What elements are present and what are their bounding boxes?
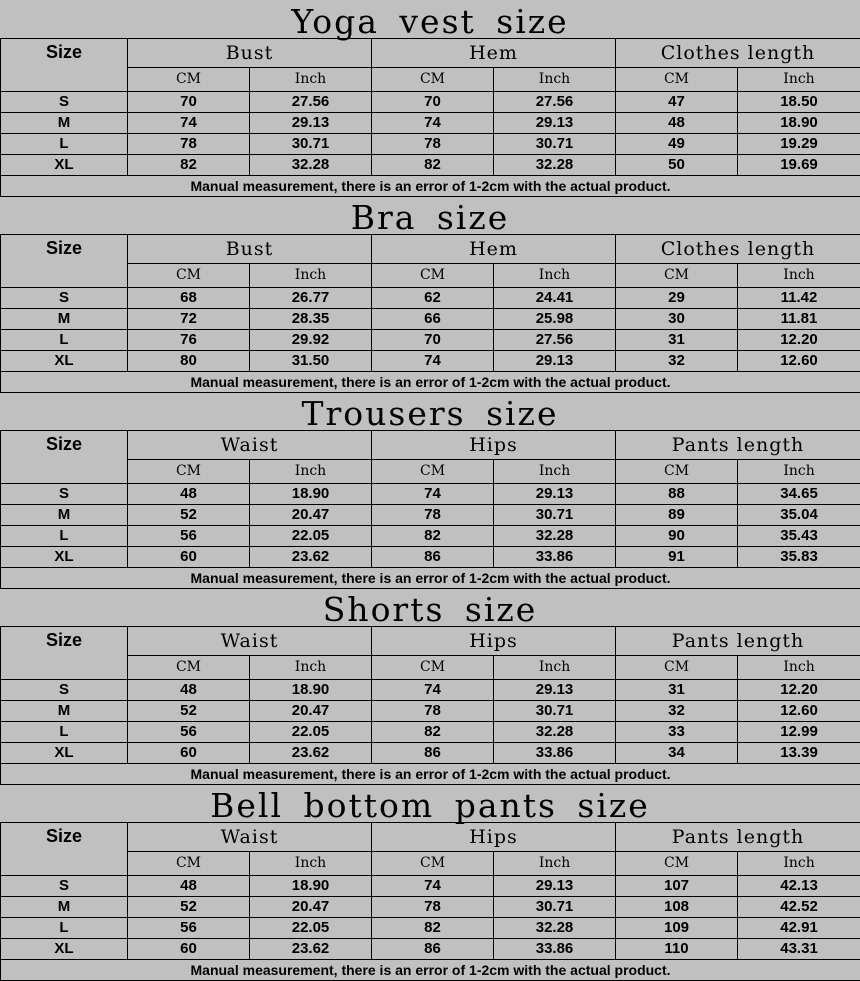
- size-section: [0, 784, 860, 980]
- measurement-cell: 11.81: [738, 309, 860, 330]
- measure-group-header: Clothes length: [616, 39, 860, 68]
- size-label: M: [1, 309, 128, 330]
- group-header-row: [1, 823, 860, 852]
- table-row: [1, 484, 860, 505]
- section-title: Bra size: [350, 198, 510, 237]
- size-column-header: Size: [1, 431, 128, 484]
- measurement-cell: 82: [372, 526, 494, 547]
- measurement-cell: 70: [372, 92, 494, 113]
- measurement-cell: 49: [616, 134, 738, 155]
- measurement-cell: 18.90: [250, 876, 372, 897]
- measurement-cell: 22.05: [250, 722, 372, 743]
- table-row: [1, 897, 860, 918]
- measurement-cell: 31: [616, 330, 738, 351]
- measurement-cell: 30.71: [494, 505, 616, 526]
- size-label: S: [1, 876, 128, 897]
- unit-header: Inch: [250, 68, 372, 92]
- measurement-cell: 29.13: [494, 351, 616, 372]
- unit-header: Inch: [494, 656, 616, 680]
- measure-group-header: Clothes length: [616, 235, 860, 264]
- measurement-cell: 29.13: [494, 680, 616, 701]
- table-row: [1, 330, 860, 351]
- measure-group-header: Pants length: [616, 431, 860, 460]
- measurement-note: Manual measurement, there is an error of 1-2cm with the actual product.: [1, 764, 860, 785]
- measurement-cell: 72: [128, 309, 250, 330]
- unit-header: CM: [372, 68, 494, 92]
- measurement-cell: 19.29: [738, 134, 860, 155]
- measurement-cell: 78: [372, 505, 494, 526]
- measurement-cell: 42.91: [738, 918, 860, 939]
- measurement-cell: 86: [372, 939, 494, 960]
- size-label: L: [1, 722, 128, 743]
- size-table: [0, 38, 860, 197]
- measurement-note: Manual measurement, there is an error of 1-2cm with the actual product.: [1, 372, 860, 393]
- measurement-cell: 12.20: [738, 330, 860, 351]
- measurement-cell: 18.90: [738, 113, 860, 134]
- measurement-cell: 29.13: [250, 113, 372, 134]
- table-row: [1, 351, 860, 372]
- note-row: [1, 568, 860, 589]
- measurement-cell: 32.28: [494, 918, 616, 939]
- measurement-cell: 27.56: [494, 92, 616, 113]
- measurement-cell: 29.92: [250, 330, 372, 351]
- measurement-cell: 56: [128, 918, 250, 939]
- size-table: [0, 430, 860, 589]
- table-row: [1, 722, 860, 743]
- measurement-cell: 74: [128, 113, 250, 134]
- measurement-cell: 12.60: [738, 701, 860, 722]
- measurement-cell: 18.50: [738, 92, 860, 113]
- size-label: L: [1, 918, 128, 939]
- size-label: XL: [1, 547, 128, 568]
- table-row: [1, 526, 860, 547]
- unit-header: CM: [372, 656, 494, 680]
- measurement-cell: 108: [616, 897, 738, 918]
- measurement-cell: 60: [128, 939, 250, 960]
- size-label: M: [1, 113, 128, 134]
- measurement-cell: 31: [616, 680, 738, 701]
- measurement-cell: 32.28: [494, 526, 616, 547]
- measure-group-header: Waist: [128, 627, 372, 656]
- size-column-header: Size: [1, 823, 128, 876]
- measurement-cell: 26.77: [250, 288, 372, 309]
- size-column-header: Size: [1, 627, 128, 680]
- unit-header: Inch: [738, 264, 860, 288]
- size-label: M: [1, 701, 128, 722]
- unit-header: CM: [616, 264, 738, 288]
- measurement-cell: 74: [372, 680, 494, 701]
- measurement-cell: 25.98: [494, 309, 616, 330]
- note-row: [1, 764, 860, 785]
- unit-header: Inch: [494, 852, 616, 876]
- measurement-cell: 78: [372, 701, 494, 722]
- measurement-note: Manual measurement, there is an error of 1-2cm with the actual product.: [1, 568, 860, 589]
- measurement-cell: 109: [616, 918, 738, 939]
- measurement-cell: 74: [372, 113, 494, 134]
- unit-header: Inch: [738, 460, 860, 484]
- measurement-cell: 48: [616, 113, 738, 134]
- measurement-cell: 18.90: [250, 680, 372, 701]
- section-title: Yoga vest size: [291, 2, 569, 41]
- measurement-cell: 86: [372, 547, 494, 568]
- measurement-cell: 34.65: [738, 484, 860, 505]
- measurement-cell: 78: [372, 134, 494, 155]
- measurement-cell: 86: [372, 743, 494, 764]
- size-section: [0, 588, 860, 784]
- measurement-cell: 32: [616, 701, 738, 722]
- unit-header: CM: [616, 460, 738, 484]
- note-row: [1, 960, 860, 981]
- unit-header: CM: [128, 68, 250, 92]
- measurement-cell: 11.42: [738, 288, 860, 309]
- measure-group-header: Bust: [128, 39, 372, 68]
- unit-header: Inch: [738, 852, 860, 876]
- measurement-cell: 82: [372, 155, 494, 176]
- measurement-cell: 35.83: [738, 547, 860, 568]
- unit-header: Inch: [494, 68, 616, 92]
- measurement-cell: 52: [128, 897, 250, 918]
- measurement-cell: 42.52: [738, 897, 860, 918]
- measurement-cell: 29: [616, 288, 738, 309]
- measurement-cell: 32.28: [494, 722, 616, 743]
- unit-header: CM: [616, 68, 738, 92]
- measurement-cell: 48: [128, 680, 250, 701]
- measurement-cell: 82: [128, 155, 250, 176]
- measurement-cell: 107: [616, 876, 738, 897]
- unit-header: Inch: [250, 852, 372, 876]
- measure-group-header: Waist: [128, 431, 372, 460]
- size-table: [0, 822, 860, 981]
- measurement-note: Manual measurement, there is an error of 1-2cm with the actual product.: [1, 176, 860, 197]
- measure-group-header: Bust: [128, 235, 372, 264]
- size-label: M: [1, 897, 128, 918]
- table-row: [1, 92, 860, 113]
- measurement-cell: 90: [616, 526, 738, 547]
- unit-header-row: [1, 460, 860, 484]
- measurement-cell: 70: [128, 92, 250, 113]
- measurement-cell: 78: [128, 134, 250, 155]
- size-table: [0, 626, 860, 785]
- measurement-cell: 27.56: [250, 92, 372, 113]
- measurement-cell: 30.71: [494, 134, 616, 155]
- table-row: [1, 939, 860, 960]
- measurement-cell: 29.13: [494, 484, 616, 505]
- measurement-cell: 23.62: [250, 547, 372, 568]
- size-label: XL: [1, 743, 128, 764]
- unit-header: Inch: [250, 656, 372, 680]
- note-row: [1, 372, 860, 393]
- size-label: S: [1, 288, 128, 309]
- unit-header: CM: [372, 852, 494, 876]
- measure-group-header: Hem: [372, 39, 616, 68]
- table-row: [1, 680, 860, 701]
- unit-header-row: [1, 852, 860, 876]
- measurement-cell: 52: [128, 701, 250, 722]
- unit-header-row: [1, 68, 860, 92]
- measurement-cell: 29.13: [494, 876, 616, 897]
- measurement-cell: 20.47: [250, 897, 372, 918]
- measure-group-header: Waist: [128, 823, 372, 852]
- measurement-cell: 110: [616, 939, 738, 960]
- measurement-cell: 82: [372, 918, 494, 939]
- measurement-cell: 31.50: [250, 351, 372, 372]
- measurement-cell: 62: [372, 288, 494, 309]
- section-title: Bell bottom pants size: [210, 786, 650, 825]
- measure-group-header: Pants length: [616, 627, 860, 656]
- measurement-cell: 12.20: [738, 680, 860, 701]
- measurement-cell: 33: [616, 722, 738, 743]
- measurement-cell: 30.71: [494, 897, 616, 918]
- measurement-cell: 33.86: [494, 547, 616, 568]
- unit-header: Inch: [494, 264, 616, 288]
- unit-header: CM: [372, 460, 494, 484]
- table-row: [1, 547, 860, 568]
- measurement-cell: 19.69: [738, 155, 860, 176]
- unit-header: CM: [372, 264, 494, 288]
- table-row: [1, 155, 860, 176]
- size-label: L: [1, 330, 128, 351]
- measurement-cell: 56: [128, 526, 250, 547]
- size-section: [0, 392, 860, 588]
- size-section: [0, 0, 860, 196]
- unit-header: Inch: [250, 460, 372, 484]
- unit-header: Inch: [738, 68, 860, 92]
- measurement-cell: 28.35: [250, 309, 372, 330]
- measurement-cell: 12.60: [738, 351, 860, 372]
- measurement-cell: 33.86: [494, 939, 616, 960]
- measurement-cell: 24.41: [494, 288, 616, 309]
- measurement-cell: 80: [128, 351, 250, 372]
- measurement-cell: 18.90: [250, 484, 372, 505]
- measurement-cell: 89: [616, 505, 738, 526]
- unit-header: CM: [128, 264, 250, 288]
- measurement-cell: 82: [372, 722, 494, 743]
- measurement-cell: 35.04: [738, 505, 860, 526]
- measurement-cell: 48: [128, 876, 250, 897]
- measurement-cell: 60: [128, 547, 250, 568]
- unit-header: Inch: [250, 264, 372, 288]
- group-header-row: [1, 235, 860, 264]
- measurement-cell: 32.28: [494, 155, 616, 176]
- measure-group-header: Hips: [372, 431, 616, 460]
- group-header-row: [1, 431, 860, 460]
- measurement-cell: 29.13: [494, 113, 616, 134]
- measurement-cell: 32: [616, 351, 738, 372]
- size-label: XL: [1, 939, 128, 960]
- unit-header: CM: [616, 656, 738, 680]
- measurement-cell: 34: [616, 743, 738, 764]
- measurement-cell: 30.71: [250, 134, 372, 155]
- section-title: Trousers size: [301, 394, 559, 433]
- size-label: S: [1, 680, 128, 701]
- group-header-row: [1, 627, 860, 656]
- unit-header: CM: [128, 656, 250, 680]
- unit-header: CM: [128, 852, 250, 876]
- measurement-cell: 50: [616, 155, 738, 176]
- measurement-cell: 47: [616, 92, 738, 113]
- measurement-cell: 66: [372, 309, 494, 330]
- measurement-cell: 88: [616, 484, 738, 505]
- measurement-cell: 23.62: [250, 743, 372, 764]
- measurement-cell: 74: [372, 484, 494, 505]
- measurement-cell: 91: [616, 547, 738, 568]
- table-row: [1, 113, 860, 134]
- size-column-header: Size: [1, 39, 128, 92]
- measurement-cell: 12.99: [738, 722, 860, 743]
- size-table: [0, 234, 860, 393]
- table-row: [1, 876, 860, 897]
- table-row: [1, 918, 860, 939]
- measurement-cell: 30.71: [494, 701, 616, 722]
- table-row: [1, 288, 860, 309]
- table-row: [1, 505, 860, 526]
- measurement-cell: 78: [372, 897, 494, 918]
- table-row: [1, 134, 860, 155]
- measurement-cell: 70: [372, 330, 494, 351]
- measurement-cell: 23.62: [250, 939, 372, 960]
- unit-header: CM: [616, 852, 738, 876]
- measurement-cell: 76: [128, 330, 250, 351]
- table-row: [1, 743, 860, 764]
- measurement-cell: 52: [128, 505, 250, 526]
- measurement-cell: 35.43: [738, 526, 860, 547]
- size-label: XL: [1, 155, 128, 176]
- note-row: [1, 176, 860, 197]
- size-section: [0, 196, 860, 392]
- measure-group-header: Pants length: [616, 823, 860, 852]
- size-column-header: Size: [1, 235, 128, 288]
- size-label: S: [1, 92, 128, 113]
- measurement-cell: 30: [616, 309, 738, 330]
- measurement-cell: 22.05: [250, 526, 372, 547]
- measurement-cell: 74: [372, 351, 494, 372]
- measurement-cell: 20.47: [250, 505, 372, 526]
- measurement-cell: 42.13: [738, 876, 860, 897]
- size-label: S: [1, 484, 128, 505]
- unit-header-row: [1, 656, 860, 680]
- measurement-cell: 60: [128, 743, 250, 764]
- measure-group-header: Hips: [372, 627, 616, 656]
- size-label: XL: [1, 351, 128, 372]
- measure-group-header: Hips: [372, 823, 616, 852]
- group-header-row: [1, 39, 860, 68]
- unit-header-row: [1, 264, 860, 288]
- measurement-cell: 20.47: [250, 701, 372, 722]
- measurement-cell: 68: [128, 288, 250, 309]
- measurement-cell: 48: [128, 484, 250, 505]
- measurement-cell: 33.86: [494, 743, 616, 764]
- table-row: [1, 309, 860, 330]
- measurement-cell: 56: [128, 722, 250, 743]
- size-label: L: [1, 526, 128, 547]
- size-label: M: [1, 505, 128, 526]
- measurement-note: Manual measurement, there is an error of 1-2cm with the actual product.: [1, 960, 860, 981]
- measurement-cell: 43.31: [738, 939, 860, 960]
- measurement-cell: 32.28: [250, 155, 372, 176]
- size-label: L: [1, 134, 128, 155]
- table-row: [1, 701, 860, 722]
- unit-header: Inch: [738, 656, 860, 680]
- measurement-cell: 74: [372, 876, 494, 897]
- section-title: Shorts size: [322, 590, 538, 629]
- unit-header: Inch: [494, 460, 616, 484]
- measurement-cell: 13.39: [738, 743, 860, 764]
- measurement-cell: 22.05: [250, 918, 372, 939]
- unit-header: CM: [128, 460, 250, 484]
- measure-group-header: Hem: [372, 235, 616, 264]
- measurement-cell: 27.56: [494, 330, 616, 351]
